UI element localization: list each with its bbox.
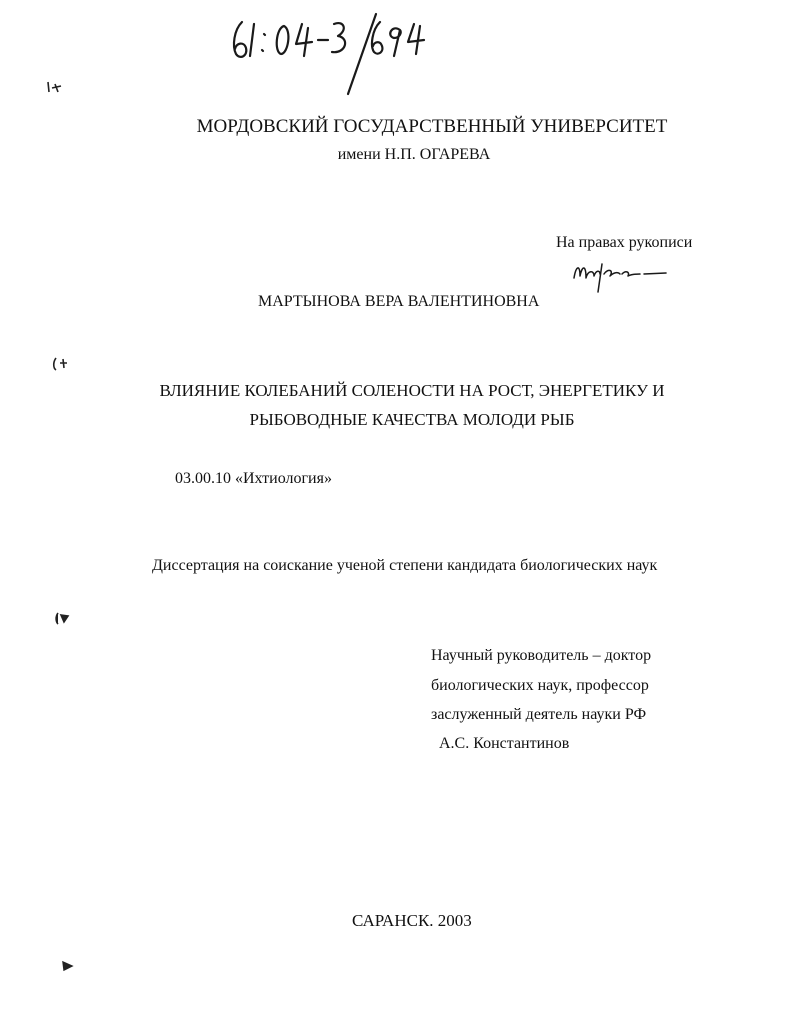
supervisor-line-3: заслуженный деятель науки РФ — [431, 706, 647, 723]
specialty-code: 03.00.10 «Ихтиология» — [175, 470, 332, 487]
margin-mark-icon — [52, 356, 70, 372]
dissertation-title-line-2: РЫБОВОДНЫЕ КАЧЕСТВА МОЛОДИ РЫБ — [249, 410, 575, 429]
author-signature — [570, 256, 670, 296]
supervisor-name: А.С. Константинов — [439, 735, 570, 752]
supervisor-line-1: Научный руководитель – доктор — [431, 647, 652, 664]
university-name: МОРДОВСКИЙ ГОСУДАРСТВЕННЫЙ УНИВЕРСИТЕТ — [196, 116, 668, 137]
supervisor-line-2: биологических наук, профессор — [431, 677, 649, 694]
margin-mark-icon — [60, 958, 78, 974]
margin-mark-icon — [46, 80, 64, 96]
handwritten-archive-number — [226, 8, 436, 98]
university-named-after: имени Н.П. ОГАРЕВА — [337, 146, 491, 163]
author-name: МАРТЫНОВА ВЕРА ВАЛЕНТИНОВНА — [258, 293, 540, 310]
dissertation-title-line-1: ВЛИЯНИЕ КОЛЕБАНИЙ СОЛЕНОСТИ НА РОСТ, ЭНЕРГЕТИКУ И — [159, 381, 665, 400]
margin-mark-icon — [54, 610, 72, 626]
dissertation-degree-statement: Диссертация на соискание ученой степени кандидата биологических наук — [152, 557, 658, 574]
manuscript-rights-label: На правах рукописи — [556, 234, 693, 251]
city-and-year: САРАНСК. 2003 — [352, 911, 472, 930]
